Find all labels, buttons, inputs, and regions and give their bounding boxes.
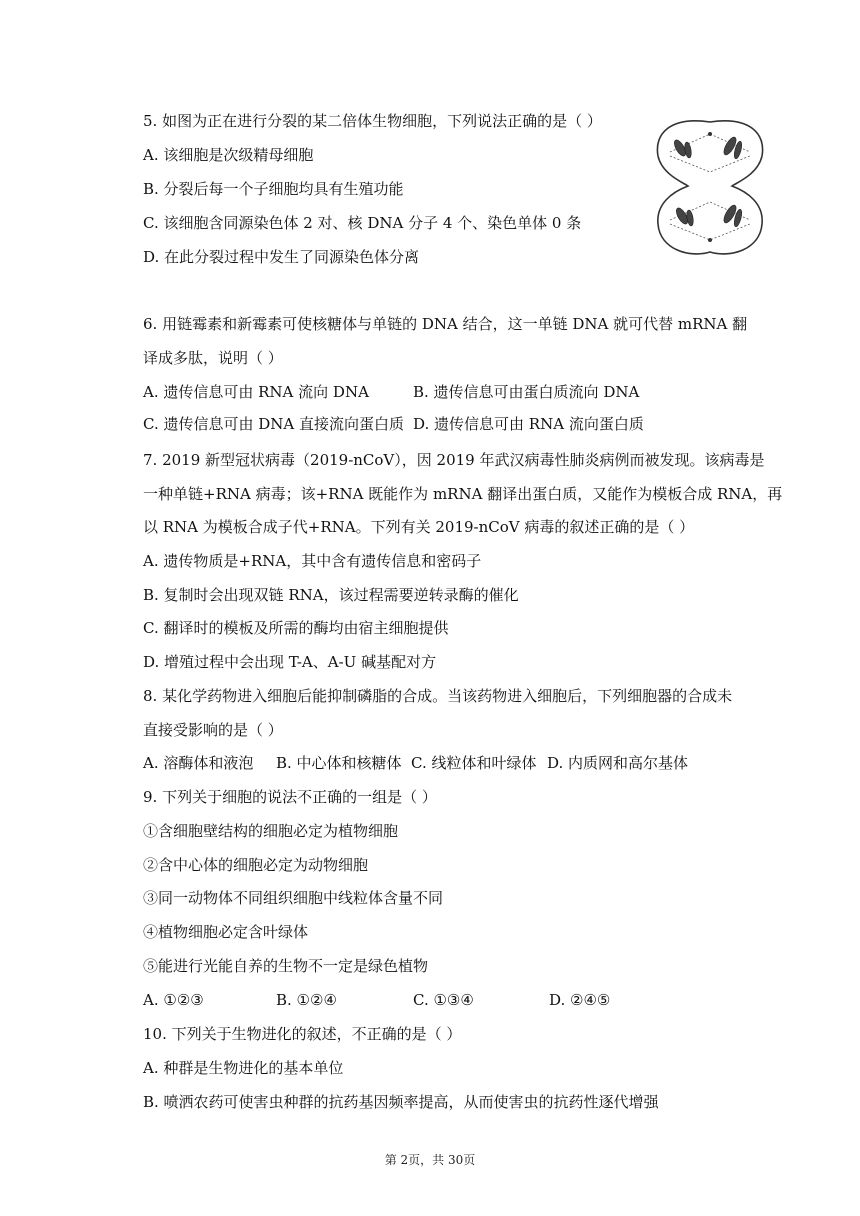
q10-option-a: A. 种群是生物进化的基本单位: [143, 1059, 344, 1077]
q9-statement-2: ②含中心体的细胞必定为动物细胞: [143, 856, 369, 874]
q5-option-d: D. 在此分裂过程中发生了同源染色体分离: [143, 248, 420, 266]
q8-stem-line2: 直接受影响的是（ ）: [143, 721, 283, 739]
q7-option-a: A. 遗传物质是+RNA，其中含有遗传信息和密码子: [143, 552, 482, 570]
q5-stem: 5. 如图为正在进行分裂的某二倍体生物细胞，下列说法正确的是（ ）: [143, 112, 602, 130]
q5-option-c: C. 该细胞含同源染色体 2 对、核 DNA 分子 4 个、染色单体 0 条: [143, 214, 582, 232]
q6-option-b: B. 遗传信息可由蛋白质流向 DNA: [413, 383, 640, 401]
q9-option-d: D. ②④⑤: [549, 991, 611, 1009]
q10-option-b: B. 喷洒农药可使害虫种群的抗药基因频率提高，从而使害虫的抗药性逐代增强: [143, 1093, 659, 1111]
q6-option-d: D. 遗传信息可由 RNA 流向蛋白质: [413, 415, 644, 433]
q7-stem-line1: 7. 2019 新型冠状病毒（2019-nCoV），因 2019 年武汉病毒性肺炎病例而被发现。该病毒是: [143, 451, 765, 469]
q7-option-d: D. 增殖过程中会出现 T-A、A-U 碱基配对方: [143, 653, 437, 671]
q9-option-c: C. ①③④: [413, 991, 474, 1009]
q5-option-b: B. 分裂后每一个子细胞均具有生殖功能: [143, 180, 404, 198]
q9-statement-1: ①含细胞壁结构的细胞必定为植物细胞: [143, 822, 399, 840]
q8-option-a: A. 溶酶体和液泡: [143, 754, 254, 772]
q5-option-a: A. 该细胞是次级精母细胞: [143, 146, 314, 164]
q8-option-d: D. 内质网和高尔基体: [547, 754, 689, 772]
q7-option-c: C. 翻译时的模板及所需的酶均由宿主细胞提供: [143, 619, 449, 637]
q9-statement-3: ③同一动物体不同组织细胞中线粒体含量不同: [143, 889, 444, 907]
q8-option-b: B. 中心体和核糖体: [276, 754, 402, 772]
q9-statement-5: ⑤能进行光能自养的生物不一定是绿色植物: [143, 957, 429, 975]
q9-stem: 9. 下列关于细胞的说法不正确的一组是（ ）: [143, 788, 437, 806]
q9-option-b: B. ①②④: [276, 991, 337, 1009]
q10-stem: 10. 下列关于生物进化的叙述，不正确的是（ ）: [143, 1025, 462, 1043]
q8-option-c: C. 线粒体和叶绿体: [411, 754, 537, 772]
q7-stem-line2: 一种单链+RNA 病毒；该+RNA 既能作为 mRNA 翻译出蛋白质，又能作为模板合成 RNA，再: [143, 485, 783, 503]
cell-division-figure: [650, 112, 770, 260]
q6-option-a: A. 遗传信息可由 RNA 流向 DNA: [143, 383, 369, 401]
q9-option-a: A. ①②③: [143, 991, 204, 1009]
page-footer: 第 2页，共 30页: [384, 1153, 476, 1167]
q7-stem-line3: 以 RNA 为模板合成子代+RNA。下列有关 2019-nCoV 病毒的叙述正确的是（ ）: [143, 518, 695, 536]
q8-stem-line1: 8. 某化学药物进入细胞后能抑制磷脂的合成。当该药物进入细胞后，下列细胞器的合成未: [143, 687, 733, 705]
q7-option-b: B. 复制时会出现双链 RNA，该过程需要逆转录酶的催化: [143, 586, 519, 604]
q9-statement-4: ④植物细胞必定含叶绿体: [143, 923, 309, 941]
q6-option-c: C. 遗传信息可由 DNA 直接流向蛋白质: [143, 415, 404, 433]
q6-stem-line1: 6. 用链霉素和新霉素可使核糖体与单链的 DNA 结合，这一单链 DNA 就可代替 mRNA 翻: [143, 315, 748, 333]
q6-stem-line2: 译成多肽，说明（ ）: [143, 349, 283, 367]
